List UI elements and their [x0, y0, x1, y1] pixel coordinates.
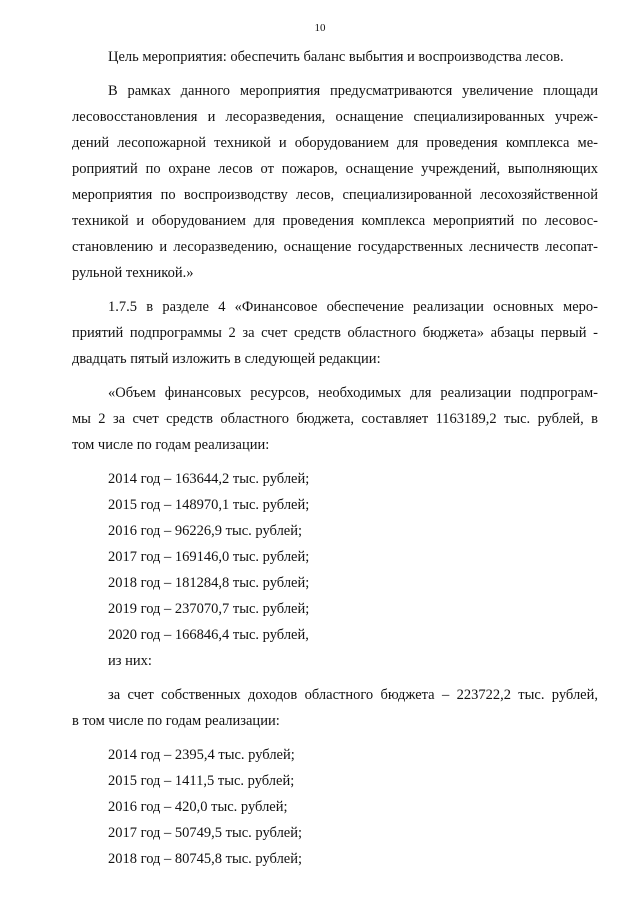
text-line: становлению и лесоразведению, оснащение государственных лесничеств лесопат-	[72, 239, 598, 255]
text-line: 2020 год – 166846,4 тыс. рублей,	[108, 627, 309, 643]
text-line: двадцать пятый изложить в следующей редакции:	[72, 351, 381, 367]
text-line: 2018 год – 80745,8 тыс. рублей;	[108, 851, 303, 867]
text-line: рульной техникой.»	[72, 265, 194, 281]
text-line: 2019 год – 237070,7 тыс. рублей;	[108, 601, 310, 617]
text-line: 1.7.5 в разделе 4 «Финансовое обеспечение реализации основных меро-	[108, 299, 598, 315]
text-line: дений лесопожарной техникой и оборудованием для проведения комплекса ме-	[72, 135, 598, 151]
text-line: мы 2 за счет средств областного бюджета, составляет 1163189,2 тыс. рублей, в	[72, 411, 598, 427]
text-line: 2015 год – 148970,1 тыс. рублей;	[108, 497, 310, 513]
text-line: «Объем финансовых ресурсов, необходимых для реализации подпрограм-	[108, 385, 598, 401]
text-line: техникой и оборудованием для проведения комплекса мероприятий по лесовос-	[72, 213, 598, 229]
text-line: роприятий по охране лесов от пожаров, оснащение учреждений, выполняющих	[72, 161, 598, 177]
paragraph-gap	[72, 372, 598, 380]
paragraph-gap	[72, 286, 598, 294]
text-line: мероприятия по воспроизводству лесов, специализированной лесохозяйственной	[72, 187, 598, 203]
text-line: 2016 год – 96226,9 тыс. рублей;	[108, 523, 303, 539]
text-line: 2014 год – 163644,2 тыс. рублей;	[108, 471, 310, 487]
text-line: 2017 год – 50749,5 тыс. рублей;	[108, 825, 303, 841]
page-number: 10	[314, 22, 326, 34]
text-line: 2016 год – 420,0 тыс. рублей;	[108, 799, 288, 815]
text-line: В рамках данного мероприятия предусматриваются увеличение площади	[108, 83, 598, 99]
document-body	[72, 44, 598, 872]
text-line: приятий подпрограммы 2 за счет средств областного бюджета» абзацы первый -	[72, 325, 598, 341]
text-line: лесовосстановления и лесоразведения, оснащение специализированных учреж-	[72, 109, 598, 125]
text-line: 2017 год – 169146,0 тыс. рублей;	[108, 549, 310, 565]
text-line: 2015 год – 1411,5 тыс. рублей;	[108, 773, 295, 789]
text-line: том числе по годам реализации:	[72, 437, 270, 453]
text-line: из них:	[108, 653, 152, 669]
text-line: 2018 год – 181284,8 тыс. рублей;	[108, 575, 310, 591]
text-line: 2014 год – 2395,4 тыс. рублей;	[108, 747, 295, 763]
text-line: в том числе по годам реализации:	[72, 713, 280, 729]
text-line: за счет собственных доходов областного бюджета – 223722,2 тыс. рублей,	[108, 687, 598, 703]
text-line: Цель мероприятия: обеспечить баланс выбытия и воспроизводства лесов.	[108, 49, 564, 65]
paragraph-gap	[72, 734, 598, 742]
paragraph-gap	[72, 458, 598, 466]
paragraph-gap	[72, 70, 598, 78]
paragraph-gap	[72, 674, 598, 682]
